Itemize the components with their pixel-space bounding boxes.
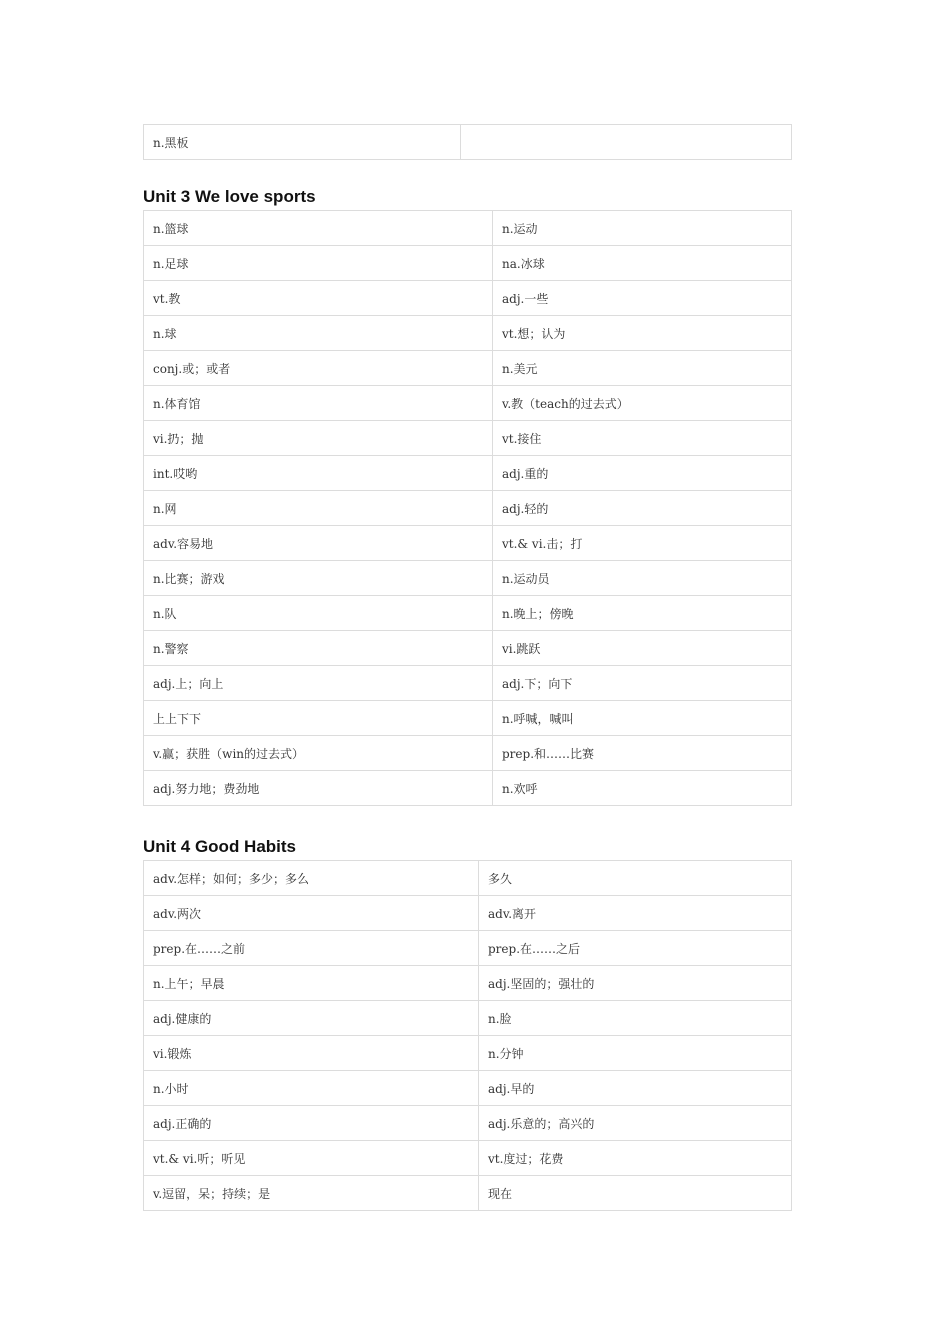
table-row: [144, 666, 792, 701]
table-row: [144, 281, 792, 316]
vocab-cell-right: na.冰球: [493, 246, 792, 281]
table-row: [144, 771, 792, 806]
unit3-vocab-table: [143, 210, 792, 806]
vocab-cell-left: v.赢；获胜（win的过去式）: [144, 736, 493, 771]
vocab-cell-right: adj.下；向下: [493, 666, 792, 701]
vocab-cell-right: n.晚上；傍晚: [493, 596, 792, 631]
vocab-cell-left: adv.两次: [144, 896, 479, 931]
table-row: [144, 1106, 792, 1141]
vocab-cell-right: vt.想；认为: [493, 316, 792, 351]
table-row: [144, 526, 792, 561]
table-row: [144, 386, 792, 421]
vocab-cell-right: vt.度过；花费: [479, 1141, 792, 1176]
table-row: [144, 125, 792, 160]
vocab-cell-right: n.欢呼: [493, 771, 792, 806]
vocab-cell-right: n.脸: [479, 1001, 792, 1036]
vocab-cell-left: n.黑板: [144, 125, 461, 160]
vocab-cell-left: adj.健康的: [144, 1001, 479, 1036]
table-row: [144, 861, 792, 896]
unit4-vocab-table: [143, 860, 792, 1211]
vocab-cell-left: n.网: [144, 491, 493, 526]
table-row: [144, 596, 792, 631]
table-row: [144, 491, 792, 526]
vocab-table-top: [143, 124, 792, 160]
table-row: [144, 931, 792, 966]
vocab-cell-right: n.运动: [493, 211, 792, 246]
vocab-cell-left: n.球: [144, 316, 493, 351]
vocab-cell-right: vt.& vi.击；打: [493, 526, 792, 561]
vocab-cell-left: n.体育馆: [144, 386, 493, 421]
vocab-cell-left: 上上下下: [144, 701, 493, 736]
unit4-heading: Unit 4 Good Habits: [143, 837, 296, 856]
vocab-cell-left: adv.怎样；如何；多少；多么: [144, 861, 479, 896]
vocab-cell-left: n.上午；早晨: [144, 966, 479, 1001]
vocab-cell-left: adj.正确的: [144, 1106, 479, 1141]
vocab-cell-right: n.美元: [493, 351, 792, 386]
vocab-cell-left: int.哎哟: [144, 456, 493, 491]
vocab-cell-left: conj.或；或者: [144, 351, 493, 386]
table-row: [144, 351, 792, 386]
vocab-cell-left: vi.扔；抛: [144, 421, 493, 456]
table-row: [144, 421, 792, 456]
vocab-cell-right: n.呼喊，喊叫: [493, 701, 792, 736]
table-row: [144, 701, 792, 736]
vocab-cell-right: v.教（teach的过去式）: [493, 386, 792, 421]
unit3-heading: Unit 3 We love sports: [143, 187, 316, 206]
table-row: [144, 736, 792, 771]
table-row: [144, 1001, 792, 1036]
vocab-cell-left: n.比赛；游戏: [144, 561, 493, 596]
vocab-cell-left: n.警察: [144, 631, 493, 666]
vocab-cell-right: vi.跳跃: [493, 631, 792, 666]
table-row: [144, 631, 792, 666]
vocab-cell-left: n.篮球: [144, 211, 493, 246]
vocab-cell-right: 现在: [479, 1176, 792, 1211]
vocab-cell-left: vt.& vi.听；听见: [144, 1141, 479, 1176]
table-row: [144, 1176, 792, 1211]
table-row: [144, 211, 792, 246]
table-row: [144, 561, 792, 596]
vocab-cell-right: adj.坚固的；强壮的: [479, 966, 792, 1001]
vocab-cell-right: n.分钟: [479, 1036, 792, 1071]
table-row: [144, 1036, 792, 1071]
vocab-cell-right: adj.重的: [493, 456, 792, 491]
table-row: [144, 316, 792, 351]
table-row: [144, 896, 792, 931]
vocab-cell-left: n.足球: [144, 246, 493, 281]
vocab-cell-left: prep.在……之前: [144, 931, 479, 966]
vocab-cell-right: adj.乐意的；高兴的: [479, 1106, 792, 1141]
vocab-cell-left: adj.努力地；费劲地: [144, 771, 493, 806]
vocab-cell-left: adv.容易地: [144, 526, 493, 561]
table-row: [144, 966, 792, 1001]
vocab-cell-right: adj.一些: [493, 281, 792, 316]
vocab-cell-right: prep.在……之后: [479, 931, 792, 966]
vocab-cell-left: n.小时: [144, 1071, 479, 1106]
vocab-cell-left: adj.上；向上: [144, 666, 493, 701]
vocab-cell-right: adv.离开: [479, 896, 792, 931]
table-row: [144, 1141, 792, 1176]
vocab-cell-left: n.队: [144, 596, 493, 631]
vocab-cell-right: adj.早的: [479, 1071, 792, 1106]
vocab-cell-right: adj.轻的: [493, 491, 792, 526]
table-row: [144, 456, 792, 491]
vocab-cell-left: vt.教: [144, 281, 493, 316]
vocab-cell-left: vi.锻炼: [144, 1036, 479, 1071]
vocab-cell-right: 多久: [479, 861, 792, 896]
vocab-cell-right: prep.和……比赛: [493, 736, 792, 771]
table-row: [144, 1071, 792, 1106]
table-row: [144, 246, 792, 281]
vocab-cell-right: vt.接住: [493, 421, 792, 456]
vocab-cell-right: n.运动员: [493, 561, 792, 596]
vocab-cell-left: v.逗留，呆；持续；是: [144, 1176, 479, 1211]
vocab-cell-right: [461, 125, 792, 160]
